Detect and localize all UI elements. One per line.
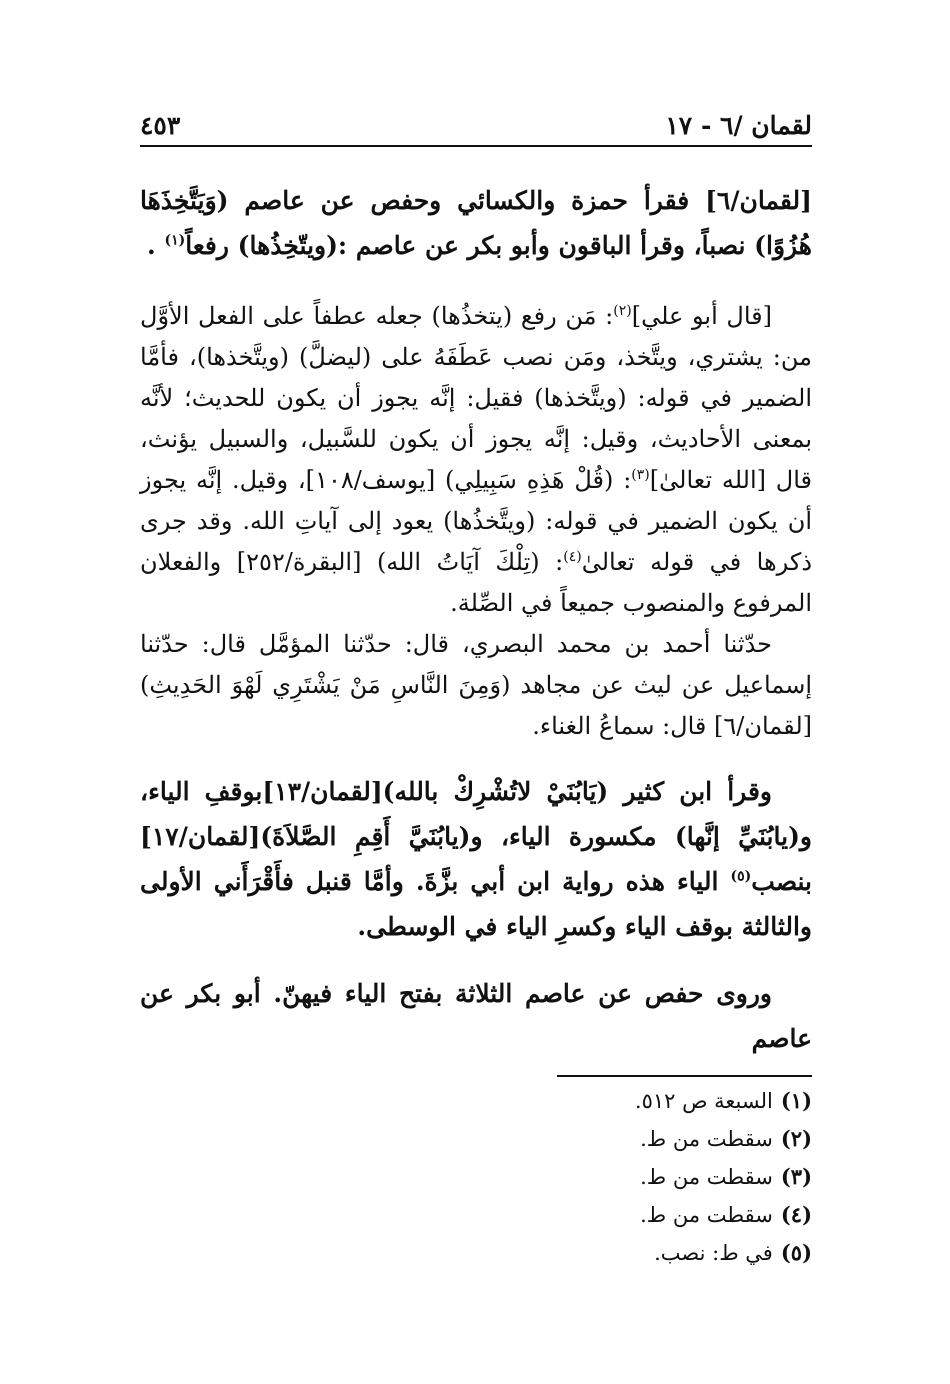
text-segment: وقرأ ابن كثير (يَابُنَيْ لاتُشْرِكْ بالله)[لقمان/١٣]بوقفِ الياء، و(يابُنَيِّ إنَّها) مكسورة الياء، و(يابُنَيَّ أَقِمِ الصَّلاَةَ)[لقمان/١٧] بنصب bbox=[140, 777, 812, 896]
body-text bbox=[140, 178, 812, 1061]
footnote-text: سقطت من ط. bbox=[640, 1165, 773, 1189]
header-rule bbox=[140, 145, 812, 147]
footnote-reference: (١) bbox=[164, 232, 186, 249]
footnote-number: (١) bbox=[780, 1088, 812, 1113]
paragraph bbox=[140, 971, 812, 1061]
text-segment: الياء هذه رواية ابن أبي بزَّةَ. وأمَّا قنبل فأَقْرَأَني الأولى والثالثة بوقف الياء وكسرِ الياء في الوسطى. bbox=[140, 867, 812, 941]
footnote-item bbox=[140, 1234, 812, 1272]
footnote-reference: (٣) bbox=[631, 467, 650, 483]
footnote-item bbox=[140, 1082, 812, 1120]
paragraph bbox=[140, 624, 812, 747]
paragraph bbox=[140, 178, 812, 268]
paragraph bbox=[140, 296, 812, 624]
footnote-text: سقطت من ط. bbox=[640, 1203, 773, 1227]
page-header bbox=[140, 100, 812, 140]
footnote-text: السبعة ص ٥١٢. bbox=[634, 1089, 773, 1113]
footnotes-list bbox=[140, 1082, 812, 1272]
footnote-number: (٤) bbox=[780, 1202, 812, 1227]
text-segment: : (تِلْكَ آيَاتُ الله) [البقرة/٢٥٢] والفعلان المرفوع والمنصوب جميعاً في الصِّلة. bbox=[140, 548, 812, 617]
footnote-number: (٥) bbox=[780, 1240, 812, 1265]
running-title: لقمان /٦ - ١٧ bbox=[665, 111, 812, 140]
footnote-reference: (٤) bbox=[563, 549, 582, 565]
footnote-number: (٣) bbox=[780, 1164, 812, 1189]
footnote-reference: (٥) bbox=[730, 868, 752, 885]
footnote-text: في ط: نصب. bbox=[654, 1241, 773, 1265]
book-page bbox=[140, 0, 812, 1384]
text-segment: : مَن رفع (يتخذُها) جعله عطفاً على الفعل الأوَّل من: يشتري، ويتَّخذ، ومَن نصب عَطَفَهُ على (ليضلَّ) (ويتَّخذها)، فأمَّا الضمير في قوله: (ويتَّخذها) فقيل: إنَّه يجوز أن يكون للحديث؛ لأنَّه بمعنى الأحاديث، وقيل: إنَّه يجوز أن يكون للسَّبيل، والسبيل يؤنث، قال [الله تعالىٰ] bbox=[140, 302, 813, 494]
footnote-item bbox=[140, 1120, 812, 1158]
text-segment: [قال أبو علي] bbox=[631, 302, 773, 330]
footnote-rule bbox=[557, 1075, 812, 1077]
text-segment: وروى حفص عن عاصم الثلاثة بفتح الياء فيهنّ. أبو بكر عن عاصم bbox=[140, 979, 812, 1053]
text-segment: : (قُلْ هَذِهِ سَبِيلِي) [يوسف/١٠٨]، وقيل. إنَّه يجوز أن يكون الضمير في قوله: (ويتَّخذُها) يعود إلى آياتِ الله. وقد جرى ذكرها في قوله تعالىٰ bbox=[140, 466, 813, 576]
footnote-item bbox=[140, 1196, 812, 1234]
paragraph bbox=[140, 769, 812, 949]
text-segment: . bbox=[147, 231, 165, 260]
footnote-text: سقطت من ط. bbox=[640, 1127, 773, 1151]
footnote-number: (٢) bbox=[780, 1126, 812, 1151]
footnote-item bbox=[140, 1158, 812, 1196]
text-segment: [لقمان/٦] فقرأ حمزة والكسائي وحفص عن عاصم (وَيَتَّخِذَهَا هُزُوًا) نصباً، وقرأ الباقون وأبو بكر عن عاصم :(ويتّخِذُها) رفعاً bbox=[140, 186, 812, 260]
text-segment: حدّثنا أحمد بن محمد البصري، قال: حدّثنا المؤمَّل قال: حدّثنا إسماعيل عن ليث عن مجاهد (وَمِنَ النَّاسِ مَنْ يَشْتَرِي لَهْوَ الحَدِيثِ) [لقمان/٦] قال: سماعُ الغناء. bbox=[140, 630, 812, 740]
footnote-reference: (٢) bbox=[613, 303, 632, 319]
page-number: ٤٥٣ bbox=[140, 111, 181, 140]
